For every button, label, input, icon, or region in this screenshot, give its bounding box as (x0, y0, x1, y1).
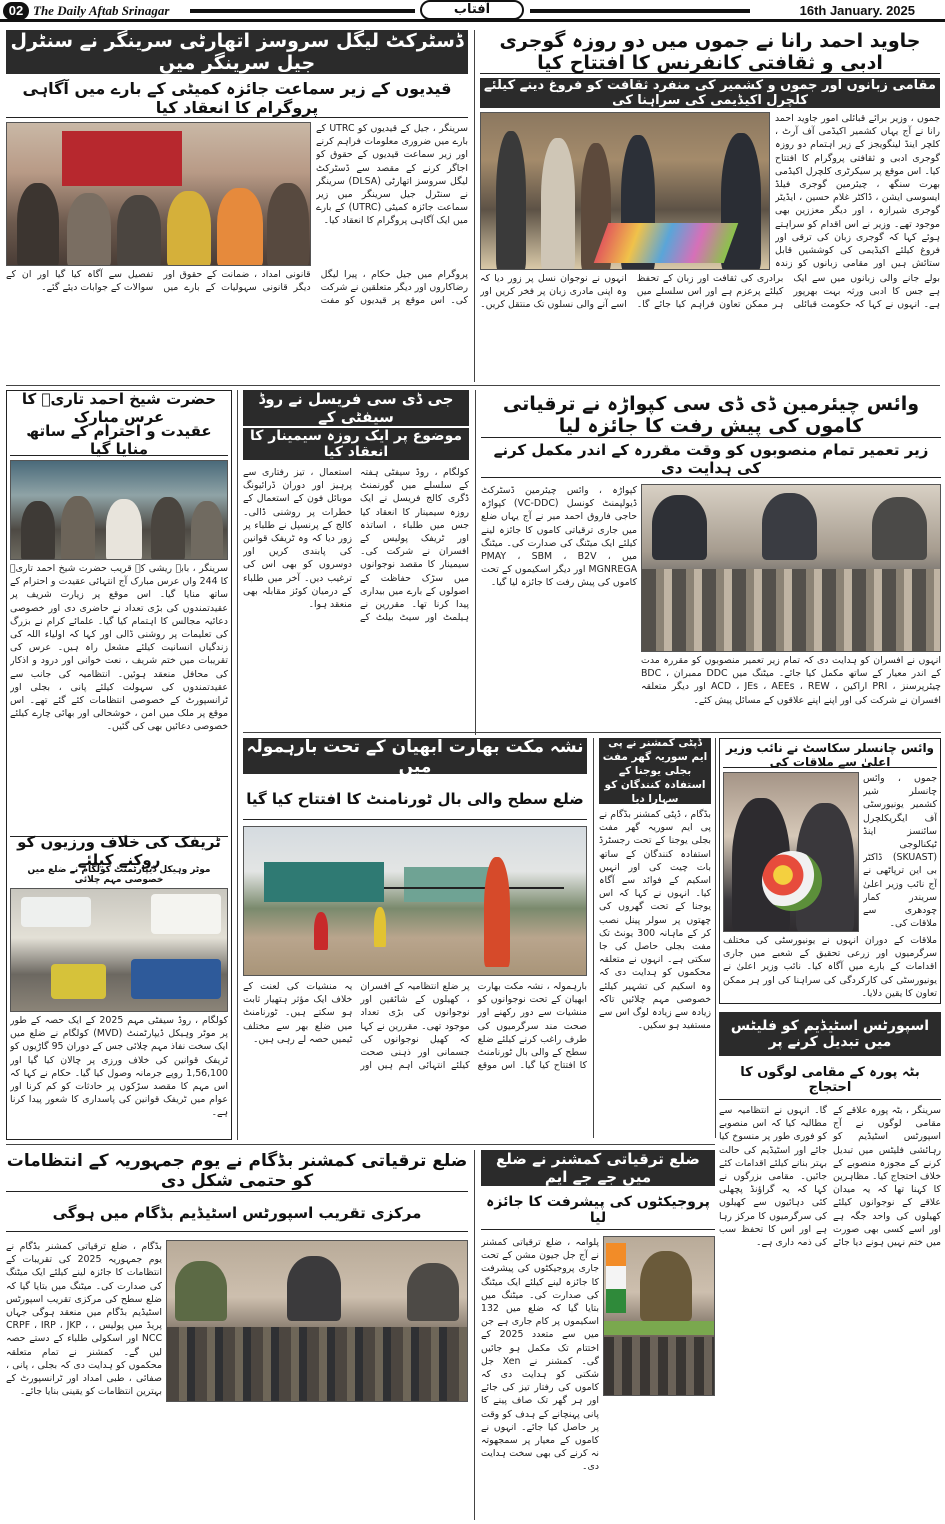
vc-meeting-photo (723, 772, 859, 932)
gojri-headline: جاوید احمد رانا نے جموں میں دو روزہ گوجری ادبی و ثقافتی کانفرنس کا افتتاح کیا (480, 30, 940, 74)
meeting-table (604, 1321, 715, 1335)
volleyball-subheadline: ضلع سطح والی بال ٹورنامنٹ کا افتتاح کیا گیا (243, 778, 587, 820)
photo-figure (167, 191, 211, 266)
photo-figure (640, 1251, 692, 1321)
vehicle-shape (131, 959, 221, 999)
volleyball-net (384, 887, 564, 889)
column-rule (475, 390, 476, 735)
road-safety-body: کولگام ، روڈ سیفٹی ہفتہ کے سلسلے میں گورنمنٹ ڈگری کالج فریسل نے ایک روزہ سیمینار کا انعقاد کیا جس میں طلباء ، اساتذہ اور ٹریفک پولیس کے افسران نے شرکت کی۔ سیمینار کا مقصد نوجوانوں میں سڑک حفاظت کے اصولوں کے بارے میں بیداری پیدا کرنا تھا۔ مقررین نے ہیلمٹ اور سیٹ بیلٹ کے استعمال ، تیز رفتاری سے پرہیز اور دوران ڈرائیونگ موبائل فون کے استعمال کے خطرات پر روشنی ڈالی۔ کالج کے پرنسپل نے طلباء پر زور دیا کہ وہ ٹریفک قوانین کی پابندی کریں اور دوسروں کو بھی اس کی ترغیب دیں۔ آخر میں طلباء کے درمیان کوئز مقابلہ بھی منعقد ہوا۔ (243, 467, 469, 624)
column-rule (474, 1150, 475, 1520)
photo-figure (496, 131, 526, 270)
stadium-body: سرینگر ، بٹہ پورہ علاقے کے مقامی لوگوں نے آج اسپورٹس اسٹیڈیم کو رہائشی فلیٹس میں تبدیل کرنے کے مجوزہ منصوبے کے خلاف احتجاج کیا۔ مظاہرین کا کہنا تھا کہ یہ میدان علاقے کے نوجوانوں کیلئے کھیلوں کی واحد جگہ ہے اور اسے کسی بھی صورت میں ختم نہیں ہونے دیا جائے گا۔ انہوں نے انتظامیہ سے مطالبہ کیا کہ اس منصوبے کو فوری طور پر منسوخ کیا جائے اور اسٹیڈیم کی حالت بہتر بنانے کیلئے اقدامات کئے جائیں۔ مقامی بزرگوں نے کہا کہ یہ گراؤنڈ پچھلی کئی دہائیوں سے کھیلوں کی سرگرمیوں کا مرکز رہا ہے اور اس کا تحفظ سب کی ذمہ داری ہے۔ (719, 1105, 941, 1249)
masthead-rule-left (190, 9, 415, 13)
ddc-subheadline: زیر تعمیر تمام منصوبوں کو وقت مقررہ کے اندر مکمل کرنے کی ہدایت دی (481, 440, 941, 478)
book-display-table (594, 223, 739, 263)
jjm-body: پلوامہ ، ضلع ترقیاتی کمشنر نے آج جل جیون مشن کے تحت جاری پروجیکٹوں کی پیشرفت کا جائزہ لینے کیلئے ایک میٹنگ کی صدارت کی۔ میٹنگ میں بتایا گیا کہ ضلع میں 132 اسکیموں پر کام جاری ہے جن میں سے متعدد 2025 کے اختتام تک مکمل ہو جائیں گی۔ کمشنر نے Xen جل شکتی کو ہدایت دی کہ کاموں کی رفتار تیز کی جائے اور ہر گھر تک صاف پینے کا پانی پہنچانے کے ہدف کو وقت پر حاصل کیا جائے۔ انہوں نے کاموں کے معیار پر سمجھوتہ نہ کرنے کی بھی سخت ہدایت دی۔ (481, 1237, 599, 1473)
photo-figure (106, 499, 142, 560)
road-safety-subheadline: موضوع پر ایک روزہ سیمینار کا انعقاد کیا (243, 428, 469, 460)
column-rule (474, 30, 475, 382)
traffic-drive-photo (10, 888, 228, 1012)
urs-body: سرینگر ، بابہ ریشی کے قریب حضرت شیخ احمد تاریؒ کا 244 واں عرس مبارک آج انتہائی عقیدت و احترام کے ساتھ منایا گیا۔ اس موقع پر زیارت شریف پر عقیدتمندوں کی بڑی تعداد نے حاضری دی اور خصوصی دعائیہ مجالس کا اہتمام کیا گیا۔ علمائے کرام نے بزرگ کی تعلیمات پر روشنی ڈالی اور کہا کہ اولیاء اللہ کی زندگیاں انسانیت کیلئے مشعل راہ ہیں۔ عرس کی تقریبات میں ختم شریف ، نعت خوانی اور درود و اذکار کی محافل منعقد ہوئیں۔ انتظامیہ کی جانب سے عقیدتمندوں کی سہولت کیلئے پانی ، بجلی اور ٹرانسپورٹ کے خصوصی انتظامات کئے گئے تھے۔ اس موقع پر ملک میں امن ، خوشحالی اور بھائی چارے کیلئے خصوصی دعائیں بھی کی گئیں۔ (10, 563, 228, 733)
meeting-hall-crowd (604, 1337, 715, 1396)
photo-figure (191, 501, 223, 560)
photo-figure (151, 497, 185, 560)
gojri-subheadline: مقامی زبانوں اور جموں و کشمیر کی منفرد ثقافت کو فروغ دینے کیلئے کلچرل اکیڈیمی کی سراہنا کی (480, 78, 940, 108)
gojri-body-top: جموں ، وزیر برائے قبائلی امور جاوید احمد رانا نے آج یہاں کشمیر اکیڈمی آف آرٹ ، کلچر اینڈ لینگویجز کے زیر اہتمام دو روزہ گوجری ادبی و ثقافتی پروگرام کا افتتاح کیا۔ اس موقع پر سیکرٹری کلچرل اکیڈمی بھرت سنگھ ، چیئرمین گوجری فیلڈ ایسوسی ایشن ، ڈاکٹر غلام حسین ، ایڈیٹر گوجری شیرازہ ، اور دیگر معززین بھی موجود تھے۔ وزیر نے اس اقدام کو سراہتے ہوئے کہا کہ گوجری زبان کی ترقی اور فروغ کیلئے اکیڈیمی کی کوششیں قابل ستائش ہیں اور مقامی زبانوں کو زندہ (775, 113, 940, 270)
photo-figure (21, 501, 55, 560)
photo-figure (652, 495, 707, 560)
legal-body-bottom: پروگرام میں جیل حکام ، پیرا لیگل رضاکاروں اور دیگر متعلقین نے شرکت کی۔ اس موقع پر قیدیوں کو مفت قانونی امداد ، ضمانت کے حقوق اور دیگر قانونی سہولیات کے بارے میں تفصیل سے آگاہ کیا گیا اور ان کے سوالات کے جوابات دیئے گئے۔ (6, 269, 468, 307)
photo-figure (287, 1256, 341, 1321)
ddc-meeting-photo (641, 484, 941, 652)
republic-headline: ضلع ترقیاتی کمشنر بڈگام نے یوم جمہوریہ کے انتظامات کو حتمی شکل دی (6, 1151, 468, 1191)
legal-headline: ڈسٹرکٹ لیگل سروسز اتھارٹی سرینگر نے سنٹرل جیل سرینگر میں (6, 30, 468, 74)
photo-figure (61, 496, 95, 560)
republic-subheadline: مرکزی تقریب اسپورٹس اسٹیڈیم بڈگام میں ہوگی (6, 1194, 468, 1232)
jjm-headline: ضلع ترقیاتی کمشنر نے ضلع میں جے جے ایم (481, 1150, 715, 1186)
jjm-meeting-photo (603, 1236, 715, 1396)
stadium-headline: اسپورٹس اسٹیڈیم کو فلیٹس میں تبدیل کرنے پر (719, 1012, 941, 1056)
gojri-conference-photo (480, 112, 770, 270)
ddc-body-right: انہوں نے افسران کو ہدایت دی کہ تمام زیر تعمیر منصوبوں کو مقررہ مدت کے اندر معیار کے ساتھ مکمل کیا جائے۔ میٹنگ میں DDC ممبران ، BDC چیئرپرسنز ، PRI اراکین ، ACD ، JEs ، AEEs ، REW اور دیگر متعلقہ افسران نے شرکت کی اور اپنے اپنے علاقوں کے مسائل پیش کئے۔ (641, 655, 941, 706)
photo-figure (872, 497, 927, 560)
photo-figure (217, 188, 263, 266)
legal-subheadline: قیدیوں کے زیر سماعت جائزہ کمیٹی کے بارے میں آگاہی پروگرام کا انعقاد کیا (6, 78, 468, 118)
building-shape (264, 862, 384, 902)
legal-program-photo (6, 122, 311, 266)
traffic-body: کولگام ، روڈ سیفٹی مہم 2025 کے ایک حصہ کے طور پر موٹر وہیکل ڈیپارٹمنٹ (MVD) کولگام نے ضلع میں ایک سخت نفاذ مہم چلائی جس کے دوران 95 گاڑیوں کو ٹریفک قوانین کی خلاف ورزی پر چالان کیا گیا اور 1,56,100 روپے جرمانہ وصول کیا گیا۔ حکام نے کہا کہ اس مہم کا مقصد سڑکوں پر حادثات کو کم کرنا اور عوام میں ٹریفک قوانین کی پاسداری کا شعور پیدا کرنا ہے۔ (10, 1015, 228, 1119)
volleyball-body: بارہمولہ ، نشہ مکت بھارت ابھیان کے تحت نوجوانوں کو منشیات سے دور رکھنے اور صحت مند سرگرمیوں کی طرف راغب کرنے کیلئے ضلع سطح کے والی بال ٹورنامنٹ کا افتتاح کیا گیا۔ اس موقع پر ضلع انتظامیہ کے افسران ، کھیلوں کے شائقین اور نوجوانوں کی بڑی تعداد موجود تھی۔ مقررین نے کہا کہ کھیل نوجوانوں کی جسمانی اور ذہنی صحت کیلئے انتہائی اہم ہیں اور یہ منشیات کی لعنت کے خلاف ایک مؤثر ہتھیار ثابت ہو سکتے ہیں۔ ٹورنامنٹ میں ضلع بھر سے مختلف ٹیمیں حصہ لے رہی ہیں۔ (243, 981, 587, 1072)
photo-figure (762, 493, 817, 560)
photo-figure (175, 1261, 227, 1321)
vc-headline: وائس چانسلر سکاسٹ نے نائب وزیر اعلیٰ سے ملاقات کی (723, 742, 937, 768)
column-rule (593, 738, 594, 1138)
page-number: 02 (3, 2, 29, 20)
photo-figure (541, 138, 575, 270)
republic-meeting-photo (166, 1240, 468, 1402)
section-rule (243, 732, 941, 733)
volleyball-match-photo (243, 826, 587, 976)
event-banner (62, 131, 182, 186)
urs-shrine-photo (10, 460, 228, 560)
jjm-subheadline: پروجیکٹوں کی پیشرفت کا جائزہ لیا (481, 1190, 715, 1230)
photo-figure (314, 912, 328, 950)
photo-figure (374, 907, 386, 947)
column-rule (237, 390, 238, 1140)
national-flag (606, 1243, 626, 1313)
solar-body: بڈگام ، ڈپٹی کمشنر بڈگام نے پی ایم سوریہ گھر مفت بجلی یوجنا کے تحت رجسٹرڈ استفادہ کنندگان کے ساتھ بات چیت کی اور انہیں اسکیم کے فوائد سے آگاہ کیا۔ انہوں نے کہا کہ اس یوجنا کے تحت گھروں کی چھتوں پر سولر پینل نصب کر کے ماہانہ 300 یونٹ تک مفت بجلی حاصل کی جا سکتی ہے۔ انہوں نے متعلقہ محکموں کو ہدایت دی کہ وہ اسکیم کی تشہیر کیلئے خصوصی مہم چلائیں تاکہ زیادہ سے زیادہ لوگ اس سے مستفید ہو سکیں۔ (599, 809, 711, 1032)
vc-body-bottom: ملاقات کے دوران انہوں نے یونیورسٹی کی مختلف سرگرمیوں اور زرعی تحقیق کے شعبے میں جاری اقدامات کے بارے میں آگاہ کیا۔ نائب وزیر اعلیٰ نے یونیورسٹی کی کارکردگی کی سراہنا کی اور ہر ممکن تعاون کا یقین دلایا۔ (723, 935, 937, 999)
issue-date: 16th January. 2025 (799, 3, 915, 18)
photo-figure (117, 195, 161, 266)
road-safety-headline: جی ڈی سی فریسل نے روڈ سیفٹی کے (243, 390, 469, 426)
section-rule (6, 385, 940, 386)
photo-figure (17, 183, 59, 266)
ddc-body-left: کپواڑہ ، وائس چیئرمین ڈسٹرکٹ ڈیولپمنٹ کونسل (VC-DDC) کپواڑہ حاجی فاروق احمد میر نے آج یہاں ضلع میں جاری ترقیاتی کاموں کا جائزہ لینے کیلئے ایک میٹنگ کی صدارت کی۔ میٹنگ میں PMAY ، SBM ، B2V ، MGNREGA اور دیگر اسکیموں کے تحت کاموں کی پیش رفت کا جائزہ لیا گیا۔ (481, 485, 637, 589)
ddc-headline: وائس چیئرمین ڈی ڈی سی کپواڑہ نے ترقیاتی کاموں کی پیش رفت کا جائزہ لیا (481, 392, 941, 438)
meeting-hall-crowd (642, 569, 941, 652)
traffic-headline: ٹریفک کی خلاف ورزیوں کو روکنے کیلئے (10, 836, 228, 864)
stadium-subheadline: بٹہ پورہ کے مقامی لوگوں کا احتجاج (719, 1060, 941, 1100)
vehicle-shape (151, 894, 221, 934)
volleyball-headline: نشہ مکت بھارت ابھیان کے تحت بارہمولہ میں (243, 738, 587, 774)
republic-body: بڈگام ، ضلع ترقیاتی کمشنر بڈگام نے یوم جمہوریہ 2025 کی تقریبات کے انتظامات کا جائزہ لینے کیلئے ایک میٹنگ کی صدارت کی۔ میٹنگ میں بتایا گیا کہ ضلع سطح کی مرکزی تقریب اسپورٹس اسٹیڈیم بڈگام میں منعقد ہوگی جہاں پریڈ میں پولیس ، CRPF ، IRP ، JKP ، NCC اور اسکولی طلباء کے دستے حصہ لیں گے۔ کمشنر نے تمام متعلقہ محکموں کو ہدایت دی کہ بجلی ، پانی ، صفائی ، طبی امداد اور ٹرانسپورٹ کے بہترین انتظامات کو یقینی بنایا جائے۔ (6, 1241, 162, 1398)
photo-figure (67, 193, 111, 266)
masthead-bar (0, 0, 945, 22)
section-rule (6, 1144, 715, 1145)
column-rule (715, 738, 716, 1138)
building-shape (404, 867, 494, 902)
paper-name: The Daily Aftab Srinagar (33, 3, 170, 18)
flower-bouquet (762, 851, 822, 911)
vehicle-shape (51, 964, 106, 999)
legal-body-top: سرینگر ، جیل کے قیدیوں کو UTRC کے بارے میں ضروری معلومات فراہم کرنے اور زیر سماعت قیدیوں کے حقوق کو اجاگر کرنے کے مقصد سے ڈسٹرکٹ لیگل سروسز اتھارٹی (DLSA) سرینگر نے سنٹرل جیل سرینگر میں زیر سماعت جائزہ کمیٹی (UTRC) کے بارے میں ایک آگاہی پروگرام کا انعقاد کیا۔ (316, 123, 468, 227)
vc-body-top: جموں ، وائس چانسلر شیر کشمیر یونیورسٹی آف ایگریکلچرل سائنسز اینڈ ٹیکنالوجی (SKUAST) ڈاکٹر بی این ترپاٹھی نے آج نائب وزیر اعلیٰ سریندر کمار چودھری سے ملاقات کی۔ (863, 773, 937, 930)
photo-figure (407, 1263, 459, 1321)
photo-figure (484, 857, 510, 967)
photo-figure (267, 183, 309, 266)
gojri-body-bottom: بولے جانے والی زبانوں میں سے ایک ہے جس کا ادبی ورثہ بہت بھرپور ہے۔ انہوں نے کہا کہ حکومت قبائلی برادری کی ثقافت اور زبان کے تحفظ کیلئے پرعزم ہے اور اس سلسلے میں ہر ممکن تعاون فراہم کیا جائے گا۔ انہوں نے نوجوان نسل پر زور دیا کہ وہ اپنی مادری زبان پر فخر کریں اور اسے آنے والی نسلوں تک منتقل کریں۔ (480, 273, 940, 311)
meeting-hall-crowd (167, 1327, 468, 1402)
vehicle-shape (21, 897, 91, 927)
masthead-rule-right (530, 9, 750, 13)
traffic-subheadline: موٹر وہیکل ڈیپارٹمنٹ کولگام نے ضلع میں خصوصی مہم چلائی (27, 865, 211, 885)
urs-headline: حضرت شیخ احمد تاریؒ کا عرس مبارک (10, 394, 228, 422)
masthead-logo: آفتاب (420, 0, 524, 20)
urs-subheadline: عقیدت و احترام کے ساتھ منایا گیا (10, 424, 228, 456)
solar-headline: ڈپٹی کمشنر نے پی ایم سوریہ گھر مفت بجلی یوجنا کے استفادہ کنندگان کو سہارا دیا (599, 738, 711, 804)
